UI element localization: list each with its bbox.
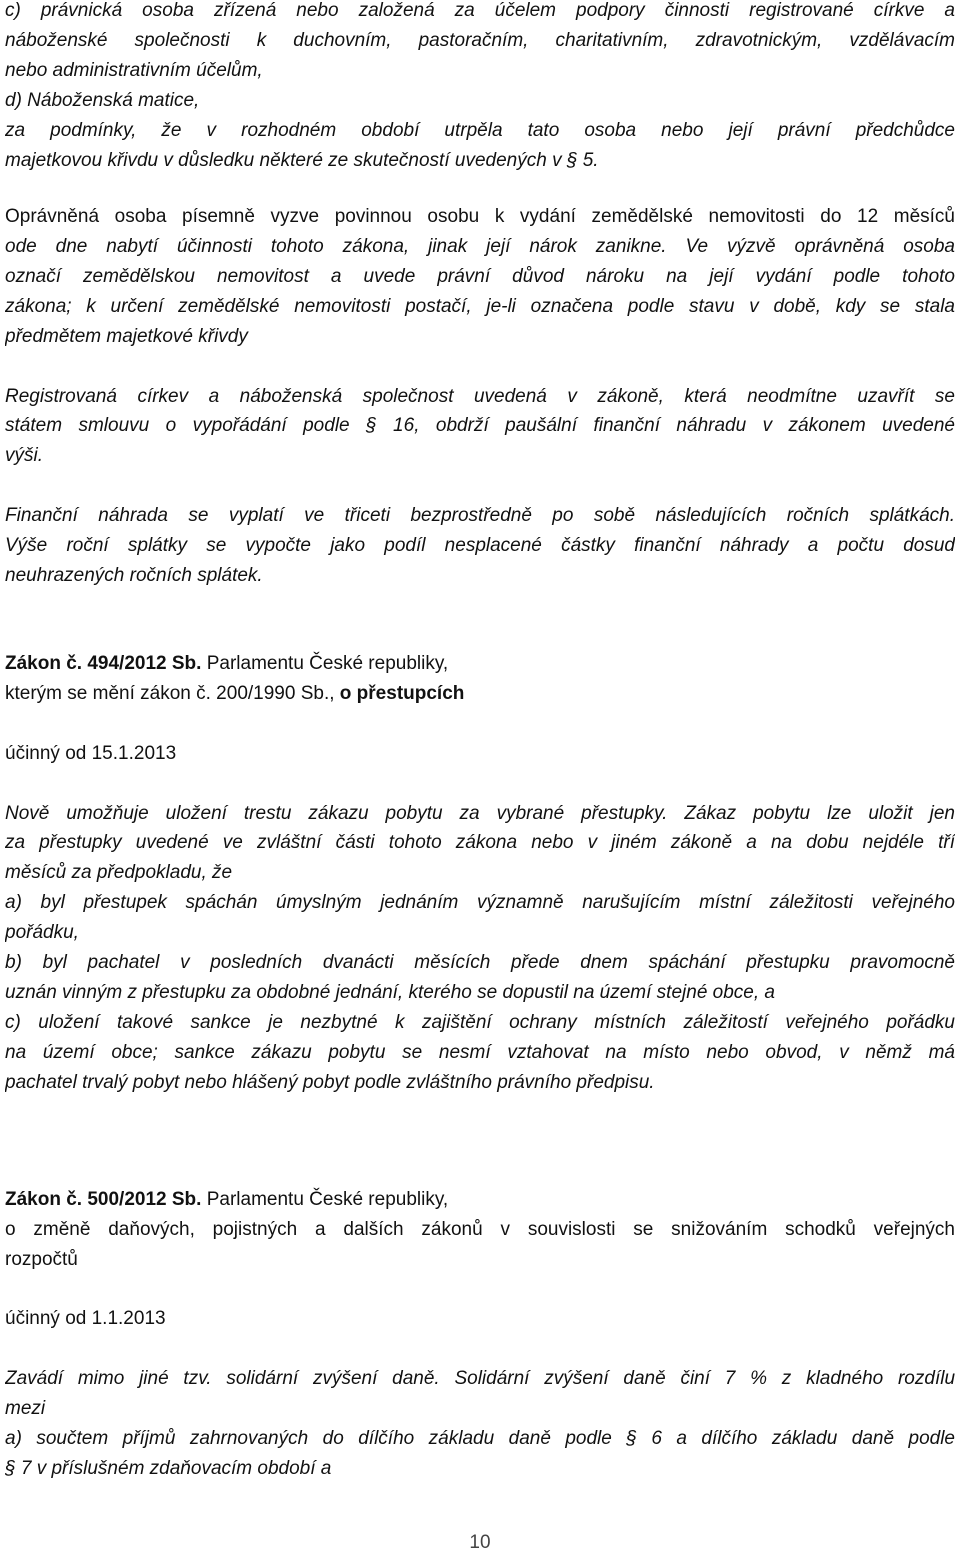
text-line: a) součtem příjmů zahrnovaných do dílčího základu daně podle § 6 a dílčího základu daně podle xyxy=(5,1428,955,1449)
text-line: d) Náboženská matice, xyxy=(5,90,200,111)
text-line: b) byl pachatel v posledních dvanácti měsících přede dnem spáchání přestupku pravomocně xyxy=(5,952,955,973)
text-span: ode dne nabytí účinnosti tohoto zákona, jinak její nárok zanikne. xyxy=(5,236,667,257)
law-effective-date: účinný od 1.1.2013 xyxy=(5,1308,166,1329)
text-line: a) byl přestupek spáchán úmyslným jednáním významně narušujícím místní záležitosti veřejného xyxy=(5,892,955,913)
text-line xyxy=(5,799,955,829)
text-line: uznán vinným z přestupku za obdobné jednání, kterého se dopustil na území stejné obce, a xyxy=(5,982,775,1003)
text-line: neuhrazených ročních splátek. xyxy=(5,565,263,586)
text-line: pořádku, xyxy=(5,922,79,943)
text-span: Solidární zvýšení daně činí 7 % z kladného rozdílu xyxy=(439,1368,955,1389)
text-line: za podmínky, že v rozhodném období utrpěla tato osoba nebo její právní předchůdce xyxy=(5,120,955,141)
law-issuer: Parlamentu České republiky, xyxy=(201,653,449,674)
law-subtitle: rozpočtů xyxy=(5,1249,78,1270)
law-effective-date: účinný od 15.1.2013 xyxy=(5,743,177,764)
text-line: § 7 v příslušném zdaňovacím období a xyxy=(5,1458,332,1479)
text-line: mezi xyxy=(5,1398,46,1419)
text-line: Výše roční splátky se vypočte jako podíl nesplacené částky finanční náhrady a počtu dosud xyxy=(5,535,955,556)
text-line: náboženské společnosti k duchovním, pastoračním, charitativním, zdravotnickým, vzdělávacím xyxy=(5,30,955,51)
law-number: Zákon č. 494/2012 Sb. xyxy=(5,653,202,674)
page-number: 10 xyxy=(469,1532,491,1553)
text-line: Registrovaná církev a náboženská společnost uvedená v zákoně, která neodmítne uzavřít se xyxy=(5,386,955,407)
text-line: Oprávněná osoba písemně vyzve povinnou osobu k vydání zemědělské nemovitosti do 12 měsíců xyxy=(5,206,955,227)
text-span: Ve výzvě oprávněná osoba xyxy=(685,236,955,257)
text-line: nebo administrativním účelům, xyxy=(5,60,263,81)
text-span: Zákaz pobytu lze uložit jen xyxy=(684,803,955,824)
text-line: státem smlouvu o vypořádání podle § 16, obdrží paušální finanční náhradu v zákonem uvedené xyxy=(5,415,955,436)
law-subtitle xyxy=(5,679,955,709)
text-line: označí zemědělskou nemovitost a uvede právní důvod nároku na její vydání podle tohoto xyxy=(5,266,955,287)
text-line: Finanční náhrada se vyplatí ve třiceti bezprostředně po sobě následujících ročních splátkách. xyxy=(5,505,955,526)
law-issuer: Parlamentu České republiky, xyxy=(201,1189,449,1210)
law-subtitle-text: kterým se mění zákon č. 200/1990 Sb., xyxy=(5,683,335,704)
text-line: za přestupky uvedené ve zvláštní části tohoto zákona nebo v jiném zákoně a na dobu nejdéle tří xyxy=(5,832,955,853)
text-line xyxy=(5,1364,955,1394)
text-line: zákona; k určení zemědělské nemovitosti postačí, je-li označena podle stavu v době, kdy se stala xyxy=(5,296,955,317)
law-subject: o přestupcích xyxy=(334,683,465,704)
text-line: majetkovou křivdu v důsledku některé ze skutečností uvedených v § 5. xyxy=(5,150,599,171)
law-title xyxy=(5,1185,955,1215)
text-line xyxy=(5,232,955,262)
text-line: c) právnická osoba zřízená nebo založená za účelem podpory činnosti registrované církve a xyxy=(5,0,955,21)
text-line: předmětem majetkové křivdy xyxy=(5,326,248,347)
law-number: Zákon č. 500/2012 Sb. xyxy=(5,1189,202,1210)
law-title xyxy=(5,649,955,679)
text-line: pachatel trvalý pobyt nebo hlášený pobyt podle zvláštního právního předpisu. xyxy=(5,1072,655,1093)
text-line: na území obce; sankce zákazu pobytu se nesmí vztahovat na místo nebo obvod, v němž má xyxy=(5,1042,955,1063)
text-line: měsíců za předpokladu, že xyxy=(5,862,233,883)
text-line: c) uložení takové sankce je nezbytné k zajištění ochrany místních záležitostí veřejného pořádku xyxy=(5,1012,955,1033)
text-span: Zavádí mimo jiné tzv. solidární zvýšení daně. xyxy=(5,1368,440,1389)
document-page xyxy=(5,0,955,1557)
text-span: Nově umožňuje uložení trestu zákazu pobytu za vybrané přestupky. xyxy=(5,803,668,824)
text-line: výši. xyxy=(5,445,43,466)
law-subtitle: o změně daňových, pojistných a dalších zákonů v souvislosti se snižováním schodků veřejných xyxy=(5,1219,955,1240)
